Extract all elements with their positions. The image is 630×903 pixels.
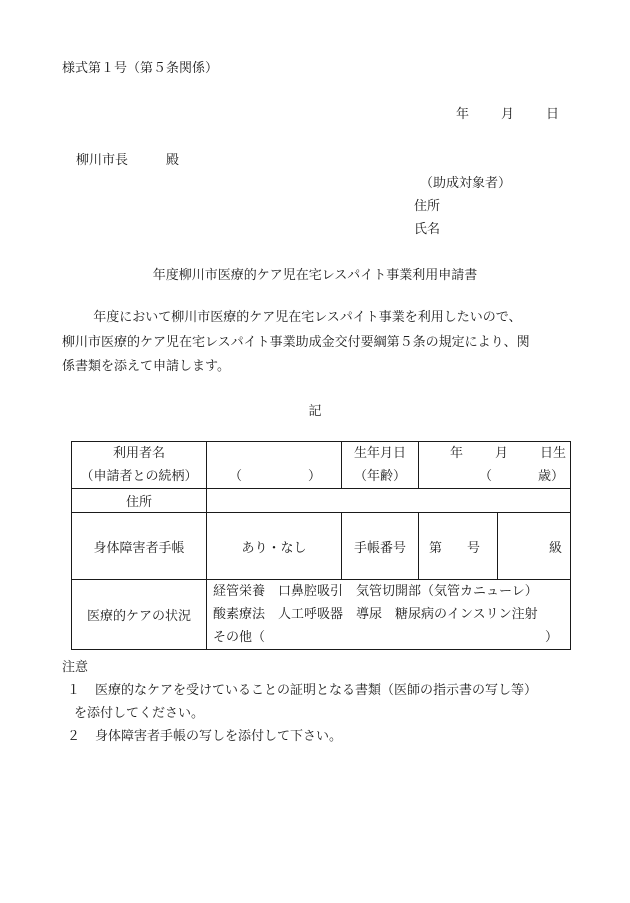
address-field[interactable] [207, 489, 571, 513]
birth-label-cell [342, 442, 419, 489]
handbook-number-label: 手帳番号 [342, 513, 419, 580]
age-label: （年齢） [353, 469, 406, 484]
applicant-name-label: 氏名 [414, 222, 441, 237]
list-item [62, 725, 572, 748]
note-text: 医療的なケアを受けていることの証明となる書類（医師の指示書の写し等） [95, 683, 538, 698]
note-number: １ [67, 683, 81, 698]
birth-day: 日生 [539, 446, 566, 461]
relation-close: ） [307, 469, 321, 484]
grade-field[interactable] [498, 513, 571, 580]
table-row [72, 489, 571, 513]
ki-heading: 記 [308, 404, 322, 419]
application-statement [62, 306, 574, 380]
handbook-choice[interactable]: あり・なし [207, 513, 342, 580]
age-close: 歳） [537, 469, 564, 484]
care-other-open: その他（ [213, 630, 266, 645]
handbook-label: 身体障害者手帳 [72, 513, 207, 580]
statement-line-3: 係書類を添えて申請します。 [62, 359, 230, 374]
table-row [72, 513, 571, 580]
birth-month: 月 [494, 446, 508, 461]
grade-label: 級 [548, 540, 562, 556]
care-line-1: 経管栄養 口鼻腔吸引 気管切開部（気管カニューレ） [213, 584, 538, 599]
document-title: 年度柳川市医療的ケア児在宅レスパイト事業利用申請書 [152, 268, 478, 283]
notes-heading: 注意 [62, 660, 89, 675]
birth-date-field[interactable] [419, 442, 571, 489]
handbook-number-field[interactable] [419, 513, 498, 580]
addressee [76, 149, 179, 168]
age-open: （ [478, 469, 492, 484]
date-year: 年 [456, 107, 470, 122]
note-continuation: を添付してください。 [74, 706, 205, 721]
user-name-label-cell [72, 442, 207, 489]
number-prefix: 第 [429, 540, 443, 556]
user-name-field[interactable] [207, 442, 342, 489]
date-day: 日 [546, 107, 560, 122]
date-month: 月 [501, 107, 515, 122]
addressee-name: 柳川市長 [76, 153, 129, 168]
care-status-field[interactable] [207, 580, 571, 650]
applicant-address-label: 住所 [414, 199, 441, 214]
addressee-honorific: 殿 [166, 153, 180, 168]
birth-year: 年 [450, 446, 464, 461]
note-number: ２ [67, 729, 81, 744]
number-suffix: 号 [466, 540, 480, 556]
relation-label: （申請者との続柄） [80, 469, 198, 484]
table-row [72, 442, 571, 489]
applicant-role: （助成対象者） [420, 176, 512, 191]
statement-line-1: 年度において柳川市医療的ケア児在宅レスパイト事業を利用したいので、 [93, 310, 522, 325]
relation-open: （ [229, 469, 243, 484]
date-line [456, 103, 559, 122]
notes-section [62, 656, 572, 748]
list-item [62, 679, 572, 702]
care-label: 医療的ケアの状況 [72, 580, 207, 650]
note-text: 身体障害者手帳の写しを添付して下さい。 [95, 729, 343, 744]
birth-label: 生年月日 [353, 446, 406, 461]
care-other-close: ） [544, 630, 558, 645]
user-name-label: 利用者名 [112, 446, 165, 461]
care-other [213, 626, 570, 649]
application-table [71, 441, 571, 650]
form-number: 様式第１号（第５条関係） [62, 61, 219, 76]
statement-line-2: 柳川市医療的ケア児在宅レスパイト事業助成金交付要綱第５条の規定により、関 [62, 334, 530, 350]
applicant-block [414, 172, 511, 241]
care-line-2: 酸素療法 人工呼吸器 導尿 糖尿病のインスリン注射 [213, 607, 538, 622]
table-row [72, 580, 571, 650]
address-label: 住所 [72, 489, 207, 513]
